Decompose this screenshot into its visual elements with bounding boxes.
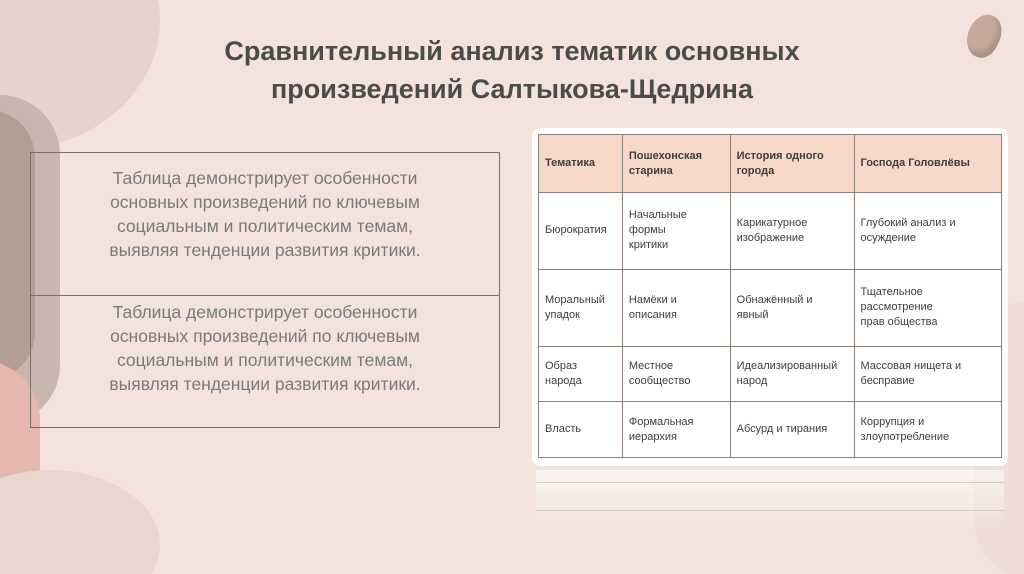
reflection-line: [536, 510, 1004, 511]
description-line: социальным и политическим темам,: [116, 350, 414, 370]
table-cell: Обнажённый и явный: [730, 269, 854, 346]
decorative-shape-bottom-left: [0, 470, 160, 574]
comparison-table: [538, 134, 1002, 458]
table-cell: Бюрократия: [539, 193, 623, 270]
table-header-cell: Пошехонская старина: [622, 135, 730, 193]
table-cell: Моральный упадок: [539, 269, 623, 346]
description-line: социальным и политическим темам,: [116, 216, 414, 236]
table-header-cell: История одного города: [730, 135, 854, 193]
table-cell: Коррупция и злоупотребление: [854, 402, 1001, 458]
table-cell: Глубокий анализ и осуждение: [854, 193, 1001, 270]
description-line: выявляя тенденции развития критики.: [109, 374, 421, 394]
description-line: Таблица демонстрирует особенности: [112, 302, 418, 322]
table-cell: Абсурд и тирания: [730, 402, 854, 458]
table-cell: Местное сообщество: [622, 346, 730, 402]
table-reflection: [536, 470, 1004, 530]
table-row: [539, 346, 1002, 402]
description-block-1: [40, 166, 490, 262]
text-divider: [30, 295, 500, 296]
table-cell: Формальная иерархия: [622, 402, 730, 458]
table-row: [539, 402, 1002, 458]
table-cell: Тщательное рассмотрение прав общества: [854, 269, 1001, 346]
description-line: Таблица демонстрирует особенности: [112, 168, 418, 188]
table-cell: Карикатурное изображение: [730, 193, 854, 270]
description-line: выявляя тенденции развития критики.: [109, 240, 421, 260]
title-line-2: произведений Салтыкова-Щедрина: [271, 74, 753, 104]
table-cell: Идеализированный народ: [730, 346, 854, 402]
table-header-cell: Господа Головлёвы: [854, 135, 1001, 193]
title-line-1: Сравнительный анализ тематик основных: [224, 36, 800, 66]
reflection-line: [536, 482, 1004, 483]
comparison-table-card: [532, 128, 1008, 466]
description-line: основных произведений по ключевым: [110, 326, 420, 346]
table-cell: Массовая нищета и бесправие: [854, 346, 1001, 402]
table-cell: Власть: [539, 402, 623, 458]
table-row: [539, 193, 1002, 270]
table-row: [539, 269, 1002, 346]
table-header-row: [539, 135, 1002, 193]
table-header-cell: Тематика: [539, 135, 623, 193]
table-cell: Начальные формы критики: [622, 193, 730, 270]
table-cell: Намёки и описания: [622, 269, 730, 346]
description-line: основных произведений по ключевым: [110, 192, 420, 212]
description-block-2: [40, 300, 490, 396]
page-title: [0, 32, 1024, 108]
table-cell: Образ народа: [539, 346, 623, 402]
